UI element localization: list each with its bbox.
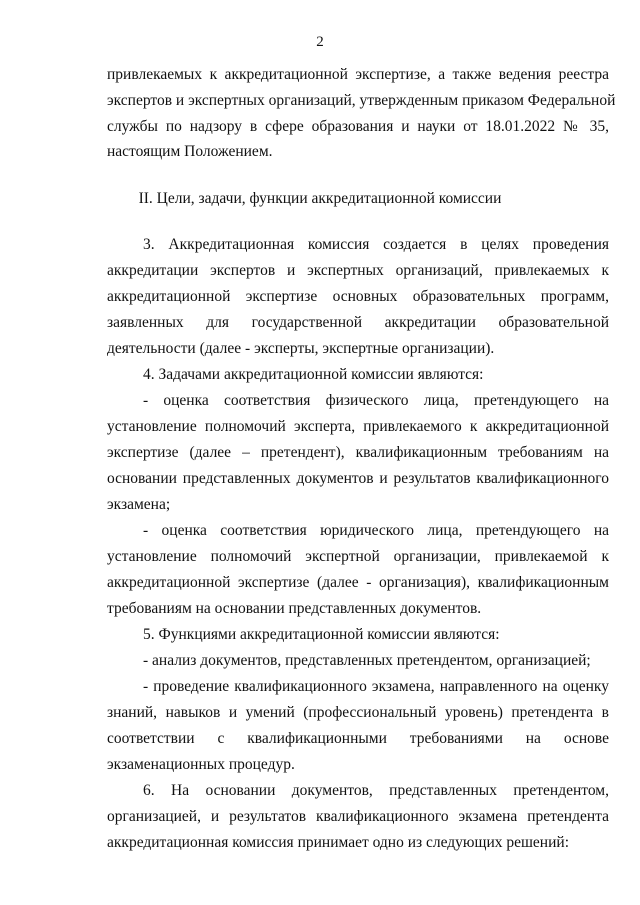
text-line: деятельности (далее - эксперты, экспертные организации). (107, 340, 495, 357)
text-line: знаний, навыков и умений (профессиональный уровень) претендента в (107, 704, 609, 721)
text-line: экзаменационных процедур. (107, 756, 295, 773)
text-line: настоящим Положением. (107, 143, 273, 161)
text-line: экспертизе (далее – претендент), квалификационным требованиям на (107, 444, 609, 461)
text-line: основании представленных документов и результатов квалификационного (107, 470, 609, 487)
text-line: аккредитационной экспертизе (далее - организация), квалификационным (107, 574, 609, 591)
text-line: привлекаемых к аккредитационной экспертизе, а также ведения реестра (107, 66, 609, 83)
text-line: экспертов и экспертных организаций, утвержденным приказом Федеральной (107, 91, 616, 109)
text-line: службы по надзору в сфере образования и науки от 18.01.2022 № 35, (107, 117, 609, 135)
page-number: 2 (316, 34, 324, 50)
paragraph-5-title: 5. Функциями аккредитационной комиссии являются: (143, 626, 500, 643)
text-line: - проведение квалификационного экзамена, направленного на оценку (143, 678, 609, 695)
text-line: установление полномочий экспертной организации, привлекаемой к (107, 548, 609, 565)
text-line: установление полномочий эксперта, привлекаемого к аккредитационной (107, 418, 609, 435)
text-line: - оценка соответствия юридического лица, претендующего на (143, 522, 609, 539)
text-line: аккредитации экспертов и экспертных организаций, привлекаемых к (107, 262, 609, 279)
text-line: 6. На основании документов, представленных претендентом, (143, 782, 609, 799)
paragraph-5-item-1: - анализ документов, представленных претендентом, организацией; (143, 652, 591, 669)
text-line: аккредитационная комиссия принимает одно из следующих решений: (107, 834, 570, 851)
text-line: - оценка соответствия физического лица, претендующего на (143, 392, 609, 409)
section-heading: II. Цели, задачи, функции аккредитационной комиссии (138, 190, 502, 207)
text-line: заявленных для государственной аккредитации образовательной (107, 314, 609, 331)
text-line: аккредитационной экспертизе основных образовательных программ, (107, 288, 609, 305)
text-line: соответствии с квалификационными требованиями на основе (107, 730, 609, 747)
text-line: организацией, и результатов квалификационного экзамена претендента (107, 808, 609, 825)
text-line: требованиям на основании представленных документов. (107, 600, 482, 617)
text-line: 3. Аккредитационная комиссия создается в целях проведения (143, 236, 609, 253)
text-line: экзамена; (107, 496, 171, 513)
paragraph-4-title: 4. Задачами аккредитационной комиссии являются: (143, 366, 484, 383)
